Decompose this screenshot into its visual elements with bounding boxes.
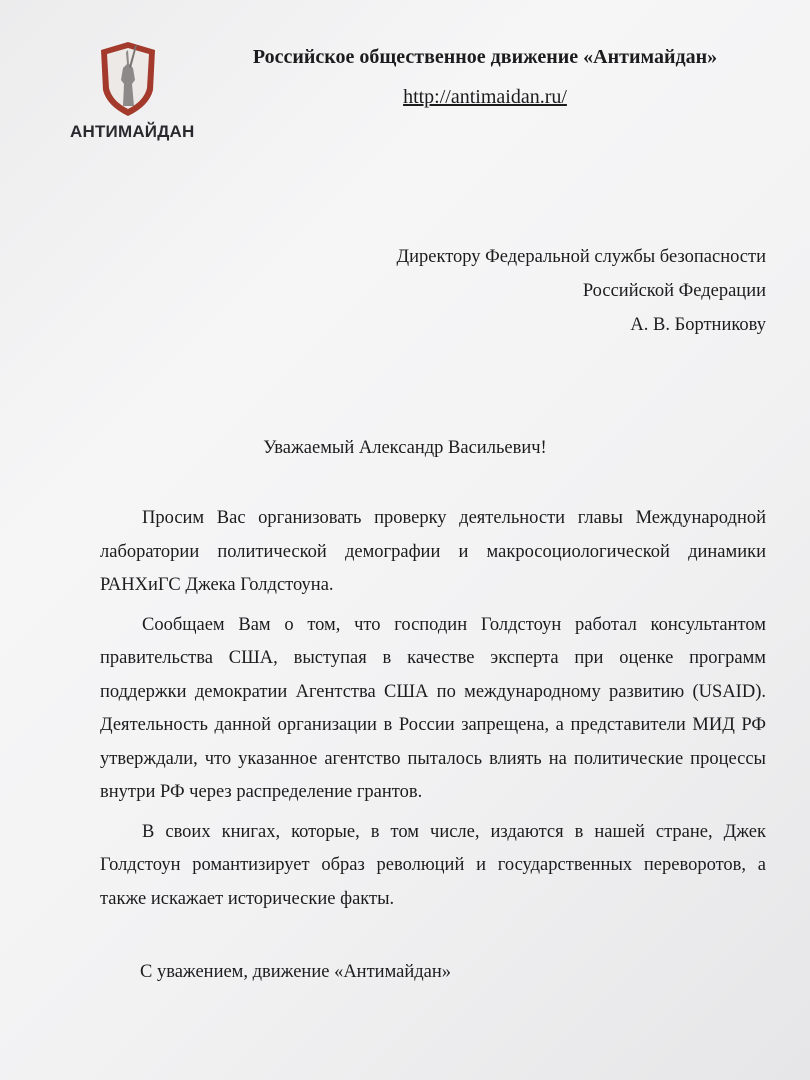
body-paragraph-3: В своих книгах, которые, в том числе, издаются в нашей стране, Джек Голдстоун романтизирует образ революций и государственных переворотов, а также искажает исторические факты.	[100, 821, 766, 909]
organization-title: Российское общественное движение «Антимайдан»	[252, 46, 718, 68]
recipient-line-2: Российской Федерации	[582, 281, 766, 301]
greeting: Уважаемый Александр Васильевич!	[263, 438, 547, 458]
signature: С уважением, движение «Антимайдан»	[140, 962, 452, 982]
antimaidan-logo	[70, 36, 195, 146]
body-paragraph-1: Просим Вас организовать проверку деятельности главы Международной лаборатории политической демографии и макросоциологической динамики РАНХиГС Джека Голдстоуна.	[100, 508, 766, 595]
recipient-block	[396, 240, 766, 342]
website-link[interactable]: http://antimaidan.ru/	[403, 86, 567, 108]
letter-body	[100, 502, 766, 922]
logo-wordmark: АНТИМАЙДАН	[70, 122, 195, 141]
body-paragraph-2: Сообщаем Вам о том, что господин Голдстоун работал консультантом правительства США, выступая в качестве эксперта при оценке программ поддержки демократии Агентства США по международному развитию (USAID). Деятельность данной организации в России запрещена, а представители МИД РФ утверждали, что указанное агентство пыталось влиять на политические процессы внутри РФ через распределение грантов.	[100, 614, 766, 802]
recipient-line-3: А. В. Бортникову	[630, 315, 766, 335]
recipient-line-1: Директору Федеральной службы безопасности	[396, 247, 766, 267]
organization-url	[200, 86, 770, 109]
shield-statue-icon	[97, 40, 159, 120]
